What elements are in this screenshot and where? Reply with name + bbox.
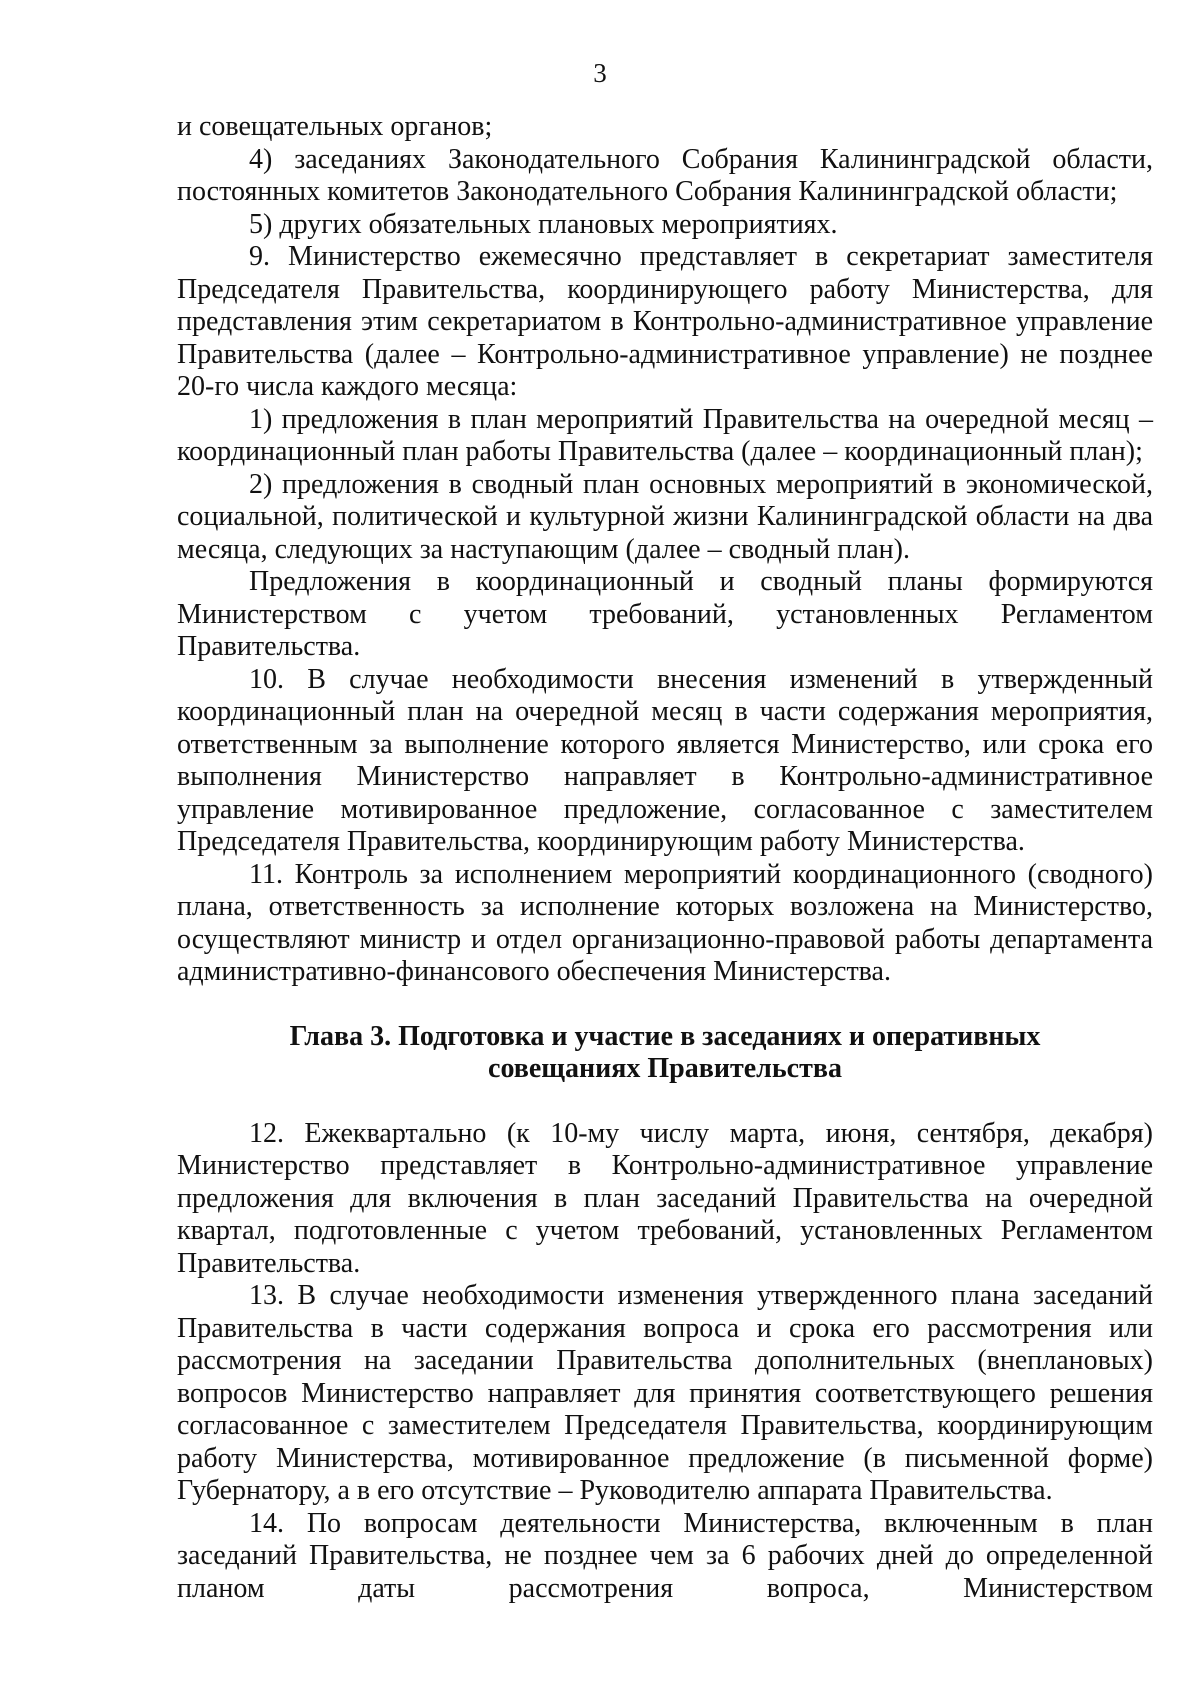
chapter-heading-line-1: Глава 3. Подготовка и участие в заседаниях и оперативных	[289, 1020, 1041, 1052]
paragraph: 1) предложения в план мероприятий Правительства на очередной месяц – координационный план работы Правительства (далее – координационный план);	[177, 403, 1153, 467]
chapter-heading	[177, 1021, 1153, 1086]
paragraph: 5) других обязательных плановых мероприятиях.	[249, 208, 838, 240]
paragraph: 9. Министерство ежемесячно представляет в секретариат заместителя Председателя Правительства, координирующего работу Министерства, для представления этим секретариатом в Контрольно-административное управление Правительства (далее – Контрольно-административное управление) не позднее 20-го числа каждого месяца:	[177, 241, 1153, 402]
page-number: 3	[593, 58, 607, 88]
paragraph: 10. В случае необходимости внесения изменений в утвержденный координационный план на очередной месяц в части содержания мероприятия, ответственным за выполнение которого является Министерство, или срока его выполнения Министерство направляет в Контрольно-административное управление мотивированное предложение, согласованное с заместителем Председателя Правительства, координирующим работу Министерства.	[177, 663, 1153, 857]
paragraph: Предложения в координационный и сводный планы формируются Министерством с учетом требований, установленных Регламентом Правительства.	[177, 566, 1153, 662]
paragraph: 11. Контроль за исполнением мероприятий координационного (сводного) плана, ответственность за исполнение которых возложена на Министерство, осуществляют министр и отдел организационно-правовой работы департамента административно-финансового обеспечения Министерства.	[177, 858, 1153, 987]
paragraph: 4) заседаниях Законодательного Собрания Калининградской области, постоянных комитетов Законодательного Собрания Калининградской области;	[177, 143, 1153, 207]
paragraphs-after-chapter	[177, 1118, 1153, 1606]
paragraph: 13. В случае необходимости изменения утвержденного плана заседаний Правительства в части содержания вопроса и срока его рассмотрения или рассмотрения на заседании Правительства дополнительных (внеплановых) вопросов Министерство направляет для принятия соответствующего решения согласованное с заместителем Председателя Правительства, координирующим работу Министерства, мотивированное предложение (в письменной форме) Губернатору, а в его отсутствие – Руководителю аппарата Правительства.	[177, 1280, 1153, 1506]
document-body	[177, 111, 1153, 1605]
paragraph: и совещательных органов;	[177, 111, 493, 142]
paragraph: 12. Ежеквартально (к 10-му числу марта, июня, сентября, декабря) Министерство представляет в Контрольно-административное управление предложения для включения в план заседаний Правительства на очередной квартал, подготовленные с учетом требований, установленных Регламентом Правительства.	[177, 1117, 1153, 1279]
chapter-heading-line-2: совещаниях Правительства	[488, 1053, 842, 1084]
paragraphs-before-chapter	[177, 111, 1153, 989]
paragraph: 2) предложения в сводный план основных мероприятий в экономической, социальной, политической и культурной жизни Калининградской области на два месяца, следующих за наступающим (далее – сводный план).	[177, 468, 1153, 565]
paragraph: 14. По вопросам деятельности Министерства, включенным в план заседаний Правительства, не позднее чем за 6 рабочих дней до определенной планом даты рассмотрения вопроса, Министерством	[177, 1507, 1153, 1604]
